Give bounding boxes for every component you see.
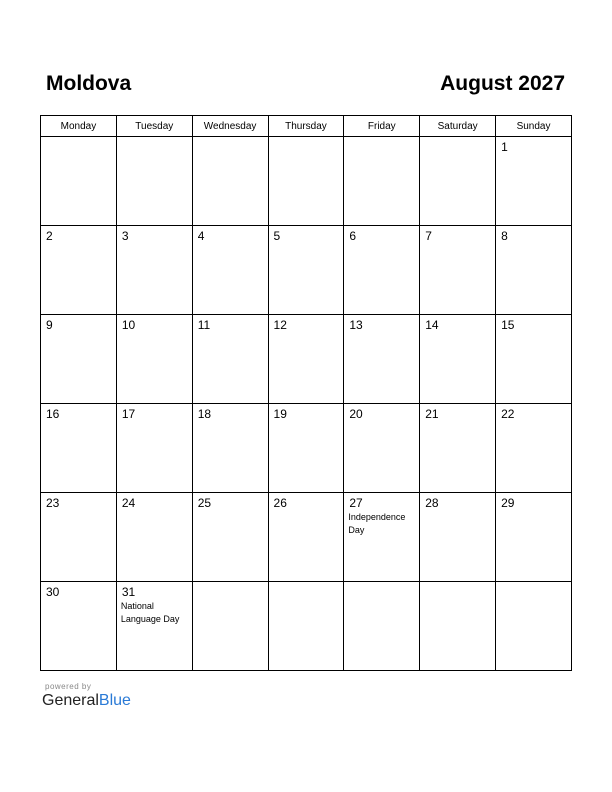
day-cell bbox=[420, 404, 496, 493]
day-number: 18 bbox=[197, 407, 212, 421]
day-number: 20 bbox=[349, 407, 363, 421]
day-number bbox=[193, 582, 268, 586]
day-number: 26 bbox=[273, 496, 287, 510]
day-cell bbox=[420, 315, 496, 404]
day-cell bbox=[420, 137, 496, 226]
week-row bbox=[41, 582, 572, 671]
day-cell bbox=[496, 315, 572, 404]
generalblue-logo[interactable] bbox=[42, 682, 131, 710]
day-cell bbox=[41, 226, 117, 315]
country-title: Moldova bbox=[46, 72, 132, 95]
weekday-header-row bbox=[41, 116, 572, 137]
day-cell bbox=[116, 226, 192, 315]
day-cell bbox=[268, 404, 344, 493]
day-number: 22 bbox=[501, 407, 515, 421]
day-cell bbox=[496, 582, 572, 671]
day-cell bbox=[116, 315, 192, 404]
day-cell bbox=[420, 493, 496, 582]
day-cell bbox=[192, 404, 268, 493]
day-cell bbox=[496, 226, 572, 315]
day-number: 29 bbox=[501, 496, 515, 510]
weekday-monday: Monday bbox=[41, 116, 117, 137]
day-number: 21 bbox=[425, 407, 439, 421]
week-row bbox=[41, 226, 572, 315]
day-cell bbox=[192, 226, 268, 315]
day-number: 9 bbox=[46, 318, 53, 332]
day-number bbox=[269, 582, 344, 586]
day-cell bbox=[192, 493, 268, 582]
day-cell bbox=[496, 137, 572, 226]
day-number: 13 bbox=[349, 318, 363, 332]
day-cell bbox=[41, 137, 117, 226]
day-number: 2 bbox=[46, 229, 53, 243]
day-number: 28 bbox=[425, 496, 439, 510]
day-cell bbox=[344, 315, 420, 404]
brand-general: General bbox=[42, 692, 99, 709]
day-number: 10 bbox=[121, 318, 136, 332]
day-cell bbox=[41, 582, 117, 671]
weekday-saturday: Saturday bbox=[420, 116, 496, 137]
day-number bbox=[193, 137, 268, 141]
day-cell bbox=[41, 493, 117, 582]
day-number: 8 bbox=[501, 229, 508, 243]
day-cell bbox=[268, 137, 344, 226]
day-cell bbox=[496, 404, 572, 493]
day-cell bbox=[496, 493, 572, 582]
day-number: 7 bbox=[425, 229, 432, 243]
day-number: 27 bbox=[349, 496, 363, 510]
day-number: 30 bbox=[46, 585, 60, 599]
day-cell bbox=[116, 493, 192, 582]
day-number bbox=[117, 137, 192, 141]
holiday-label: National Language Day bbox=[120, 601, 180, 624]
day-number bbox=[344, 137, 419, 141]
weekday-wednesday: Wednesday bbox=[192, 116, 268, 137]
day-cell bbox=[192, 315, 268, 404]
day-cell bbox=[344, 404, 420, 493]
day-number: 11 bbox=[197, 318, 211, 332]
day-number bbox=[344, 582, 419, 586]
day-cell bbox=[420, 582, 496, 671]
weekday-tuesday: Tuesday bbox=[116, 116, 192, 137]
week-row bbox=[41, 404, 572, 493]
day-number: 16 bbox=[46, 407, 60, 421]
day-number: 24 bbox=[121, 496, 136, 510]
day-cell bbox=[41, 404, 117, 493]
day-cell bbox=[192, 137, 268, 226]
day-cell bbox=[268, 582, 344, 671]
day-number: 14 bbox=[425, 318, 439, 332]
day-number: 6 bbox=[349, 229, 357, 243]
day-cell bbox=[116, 582, 192, 671]
day-number bbox=[269, 137, 344, 141]
month-title: August 2027 bbox=[440, 72, 565, 95]
day-cell bbox=[268, 226, 344, 315]
day-number bbox=[41, 137, 116, 141]
brand-name bbox=[42, 692, 131, 710]
brand-blue: Blue bbox=[98, 692, 131, 709]
day-number: 23 bbox=[46, 496, 60, 510]
day-cell bbox=[268, 493, 344, 582]
weekday-thursday: Thursday bbox=[268, 116, 344, 137]
day-cell bbox=[344, 137, 420, 226]
day-cell bbox=[344, 226, 420, 315]
day-number: 4 bbox=[197, 229, 205, 243]
day-number: 15 bbox=[501, 318, 515, 332]
day-cell bbox=[344, 582, 420, 671]
day-number: 19 bbox=[273, 407, 287, 421]
day-number: 5 bbox=[273, 229, 281, 243]
day-number: 31 bbox=[121, 585, 136, 599]
day-cell bbox=[116, 404, 192, 493]
powered-by-label: powered by bbox=[45, 682, 92, 691]
day-number: 12 bbox=[273, 318, 287, 332]
day-cell bbox=[116, 137, 192, 226]
day-cell bbox=[192, 582, 268, 671]
day-number: 25 bbox=[197, 496, 212, 510]
day-number bbox=[420, 137, 495, 141]
day-cell bbox=[344, 493, 420, 582]
calendar-grid bbox=[40, 115, 572, 671]
day-cell bbox=[420, 226, 496, 315]
week-row bbox=[41, 493, 572, 582]
day-number bbox=[420, 582, 495, 586]
weekday-sunday: Sunday bbox=[496, 116, 572, 137]
weekday-friday: Friday bbox=[344, 116, 420, 137]
holiday-label: Independence Day bbox=[348, 512, 406, 535]
week-row bbox=[41, 315, 572, 404]
day-number: 17 bbox=[121, 407, 136, 421]
day-number bbox=[496, 582, 571, 586]
day-cell bbox=[41, 315, 117, 404]
day-number: 3 bbox=[121, 229, 129, 243]
day-number: 1 bbox=[501, 140, 508, 154]
week-row bbox=[41, 137, 572, 226]
day-cell bbox=[268, 315, 344, 404]
